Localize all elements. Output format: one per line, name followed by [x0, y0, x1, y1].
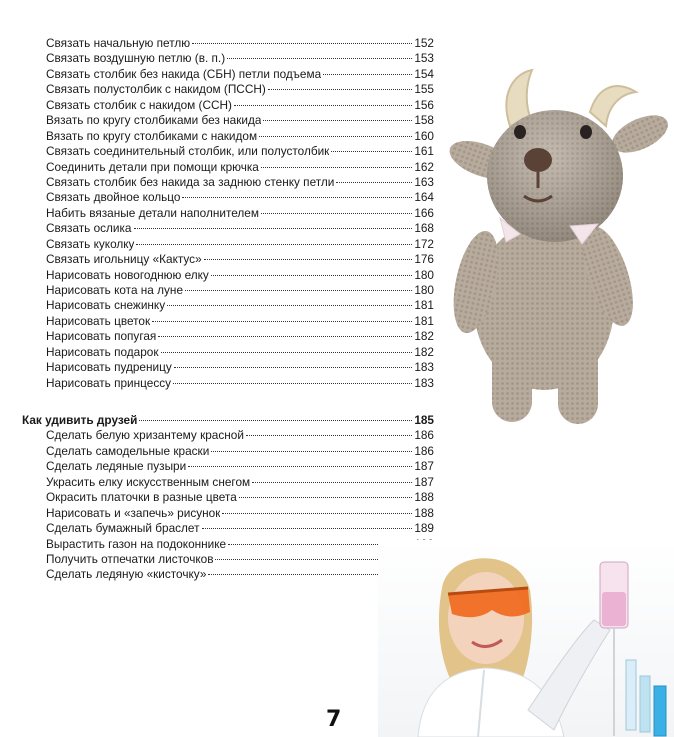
toc-leader-dots	[136, 244, 412, 245]
toc-leader-dots	[192, 43, 412, 44]
toc-leader-dots	[173, 383, 412, 384]
toc-entry-page: 156	[414, 97, 434, 112]
toc-entry-title: Сделать ледяные пузыри	[46, 459, 187, 474]
toc-leader-dots	[234, 105, 412, 106]
toc-entry-title: Связать соединительный столбик, или полустолбик	[46, 144, 330, 159]
toc-leader-dots	[261, 213, 412, 214]
toc-entry-page: 183	[414, 375, 434, 390]
toc-entry-title: Связать полустолбик с накидом (ПССН)	[46, 82, 266, 97]
toc-section-surprise-friends	[22, 413, 434, 583]
toc-entry-page: 155	[414, 82, 434, 97]
toc-leader-dots	[211, 275, 412, 276]
toc-entry	[46, 329, 434, 344]
toc-leader-dots	[246, 435, 412, 436]
toc-entry-title: Нарисовать принцессу	[46, 375, 172, 390]
toc-entry-title: Связать столбик без накида за заднюю стенку петли	[46, 174, 335, 189]
toc-entry-page: 181	[414, 313, 434, 328]
toc-entry	[46, 314, 434, 329]
toc-entry-page: 187	[414, 474, 434, 489]
toc-entry	[46, 129, 434, 144]
toc-entry-page: 182	[414, 329, 434, 344]
toc-leader-dots	[139, 420, 412, 421]
toc-entry-page: 187	[414, 459, 434, 474]
toc-entry-title: Связать начальную петлю	[46, 36, 191, 50]
toc-entry-page: 183	[414, 360, 434, 375]
toc-leader-dots	[182, 197, 412, 198]
toc-entry-page: 181	[414, 298, 434, 313]
toc-entry	[46, 113, 434, 128]
toc-entry	[22, 567, 434, 582]
toc-leader-dots	[227, 58, 412, 59]
toc-leader-dots	[134, 228, 413, 229]
toc-leader-dots	[158, 336, 412, 337]
toc-entry-page: 160	[414, 128, 434, 143]
page-number: 7	[326, 707, 342, 732]
toc-entry	[46, 345, 434, 360]
toc-entry	[46, 283, 434, 298]
toc-leader-dots	[261, 167, 412, 168]
toc-entry-title: Нарисовать попугая	[46, 329, 157, 344]
toc-entry-page: 161	[414, 144, 434, 159]
toc-entry	[46, 376, 434, 391]
toc-entry	[46, 160, 434, 175]
toc-entry-page: 176	[414, 252, 434, 267]
toc-leader-dots	[268, 89, 412, 90]
toc-leader-dots	[161, 352, 412, 353]
toc-entry-title: Соединить детали при помощи крючка	[46, 159, 259, 174]
toc-leader-dots	[167, 305, 412, 306]
toc-entry-page: 168	[414, 221, 434, 236]
toc-entry	[22, 459, 434, 474]
toc-entry-page: 180	[414, 283, 434, 297]
toc-entry-title: Связать куколку	[46, 236, 135, 251]
toc-section-heading	[22, 413, 434, 428]
toc-entry	[46, 144, 434, 159]
toc-entry-page: 153	[414, 51, 434, 66]
toc-entry	[46, 206, 434, 221]
toc-section-crochet-drawing	[46, 36, 434, 391]
toc-entry	[46, 221, 434, 236]
toc-entry	[22, 490, 434, 505]
toc-entry-title: Сделать бумажный браслет	[46, 521, 200, 536]
toc-entry	[46, 360, 434, 375]
toc-entry-title: Нарисовать подарок	[46, 344, 159, 359]
toc-entry	[22, 475, 434, 490]
toc-entry-page: 189	[414, 521, 434, 536]
toc-entry-title: Связать игольницу «Кактус»	[46, 252, 202, 267]
toc-entry	[46, 175, 434, 190]
toc-entry-page: 172	[414, 236, 434, 251]
toc-leader-dots	[331, 151, 412, 152]
toc-entry-title: Нарисовать новогоднюю елку	[46, 267, 209, 282]
toc-entry	[22, 444, 434, 459]
toc-entry	[22, 552, 434, 567]
toc-leader-dots	[252, 482, 412, 483]
toc-entry-page: 188	[414, 490, 434, 505]
toc-entry	[46, 36, 434, 51]
toc-entry-title: Нарисовать и «запечь» рисунок	[46, 505, 221, 520]
toc-entry	[46, 252, 434, 267]
crochet-goat-toy-photo	[440, 56, 670, 436]
toc-leader-dots	[204, 259, 412, 260]
toc-entry-page: 164	[414, 190, 434, 205]
toc-entry	[46, 51, 434, 66]
toc-entry	[22, 537, 434, 552]
toc-entry-title: Получить отпечатки листочков	[46, 551, 214, 566]
toc-leader-dots	[222, 513, 412, 514]
toc-entry	[46, 268, 434, 283]
toc-entry-title: Вязать по кругу столбиками без накида	[46, 113, 262, 128]
toc-leader-dots	[202, 528, 412, 529]
toc-entry	[22, 428, 434, 443]
toc-entry-title: Нарисовать снежинку	[46, 298, 166, 313]
toc-entry-title: Сделать ледяную «кисточку»	[46, 567, 207, 582]
toc-entry-page: 188	[414, 505, 434, 520]
toc-entry	[46, 82, 434, 97]
toc-entry	[22, 506, 434, 521]
toc-entry-title: Набить вязаные детали наполнителем	[46, 205, 259, 220]
toc-entry	[46, 237, 434, 252]
toc-entry-title: Связать двойное кольцо	[46, 190, 181, 205]
toc-entry	[46, 298, 434, 313]
toc-entry-title: Окрасить платочки в разные цвета	[46, 490, 237, 505]
toc-leader-dots	[174, 367, 412, 368]
toc-entry	[22, 521, 434, 536]
toc-entry-title: Связать столбик без накида (СБН) петли подъема	[46, 66, 322, 81]
toc-entry-page: 186	[414, 443, 434, 458]
toc-entry-page: 186	[414, 428, 434, 443]
toc-leader-dots	[239, 497, 412, 498]
toc-heading-page: 185	[414, 413, 434, 427]
toc-heading-title: Как удивить друзей	[22, 413, 138, 427]
toc-entry-title: Нарисовать цветок	[46, 313, 151, 328]
toc-leader-dots	[152, 321, 412, 322]
toc-leader-dots	[323, 74, 412, 75]
toc-entry-title: Сделать самодельные краски	[46, 443, 210, 458]
toc-entry-page: 180	[414, 267, 434, 282]
toc-entry-page: 154	[414, 66, 434, 81]
scientist-with-flask-photo	[378, 540, 674, 737]
toc-entry-title: Связать ослика	[46, 221, 132, 236]
toc-leader-dots	[263, 120, 412, 121]
toc-entry-title: Нарисовать пудреницу	[46, 360, 172, 375]
toc-leader-dots	[185, 290, 412, 291]
toc-entry-page: 163	[414, 174, 434, 189]
toc-entry	[46, 190, 434, 205]
toc-entry-title: Сделать белую хризантему красной	[46, 428, 244, 443]
toc-entry-page: 158	[414, 113, 434, 128]
toc-entry-title: Украсить елку искусственным снегом	[46, 474, 251, 489]
toc-entry-page: 166	[414, 205, 434, 220]
toc-leader-dots	[259, 136, 412, 137]
toc-entry-page: 152	[414, 36, 434, 50]
toc-entry-page: 182	[414, 344, 434, 359]
toc-entry	[46, 98, 434, 113]
toc-entry-title: Связать столбик с накидом (ССН)	[46, 97, 232, 112]
toc-entry-title: Связать воздушную петлю (в. п.)	[46, 51, 226, 66]
toc-leader-dots	[188, 466, 412, 467]
toc-entry	[46, 67, 434, 82]
toc-leader-dots	[336, 182, 412, 183]
toc-leader-dots	[211, 451, 412, 452]
toc-entry-title: Вырастить газон на подоконнике	[46, 536, 227, 551]
toc-entry-page: 162	[414, 159, 434, 174]
toc-entry-title: Нарисовать кота на луне	[46, 283, 184, 297]
toc-entry-title: Вязать по кругу столбиками с накидом	[46, 128, 258, 143]
